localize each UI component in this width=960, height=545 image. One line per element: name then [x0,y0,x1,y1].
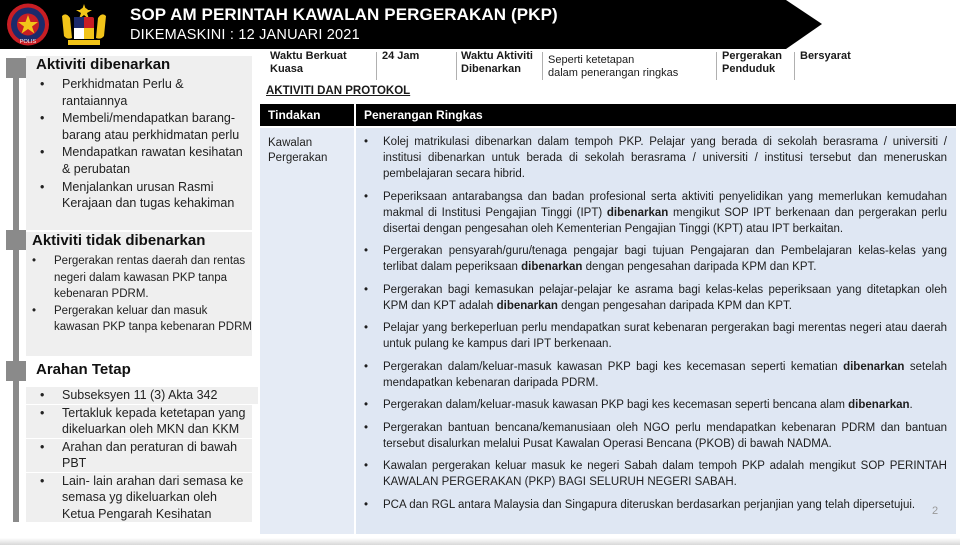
info-label-line: Pergerakan [722,50,782,62]
action-label-line: Kawalan [268,137,313,149]
text-run: Pergerakan dalam/keluar-masuk kawasan PKP bagi kes kecemasan seperti bencana alam [383,399,849,411]
text-run-bold: dibenarkan [848,399,910,411]
divider [794,52,795,80]
list-item [356,134,956,182]
enforcement-hours-label [270,50,347,82]
text-run: Kolej matrikulasi dibenarkan dalam tempoh PKP. Pelajar yang berada di sekolah berasrama / universiti / institusi dibenarkan untuk berada di sekolah berasrama / universiti / institusi tersebut dan meneruskan pembelajaran secara hibrid. [383,136,947,180]
list-item [356,282,956,314]
text-run-bold: dibenarkan [606,206,669,219]
text-run: dengan pengesahan daripada KPM dan KPT. [557,299,792,312]
population-movement-value [800,50,851,82]
description-list [356,134,956,519]
text-run: mengikut SOP IPT berkenaan dan pergerakan perlu disertai dengan pengesahan oleh Kementerian Pengajian Tinggi (KPT) atau IPT berkaitan. [383,206,948,235]
standing-orders-list [26,387,252,523]
list-item: • Pergerakan keluar dan masuk kawasan PKP tanpa kebenaran PDRM [26,303,252,336]
list-item [356,243,956,275]
list-item [356,359,956,391]
info-value-line: Bersyarat [800,50,851,62]
info-value-line: Seperti ketetapan [548,54,635,66]
list-item: • Pergerakan rentas daerah dan rentas negeri dalam kawasan PKP tanpa kebenaran PDRM. [26,253,252,303]
list-item: • Tertakluk kepada ketetapan yang dikeluarkan oleh MKN dan KKM [26,405,252,438]
text-run: Pergerakan bantuan bencana/kemanusiaan oleh NGO perlu mendapatkan kebenaran PDRM dan bantuan tersebut disalurkan melalui Pusat Kawalan Operasi Bencana (PKOB) di bawah NADMA. [383,421,947,450]
list-item: • Membeli/mendapatkan barang-barang atau perkhidmatan perlu [26,110,252,143]
header [0,0,960,49]
timeline-line [13,240,19,368]
standing-orders-section [26,360,252,524]
text-run: Pergerakan bagi kemasukan pelajar-pelajar ke asrama bagi kelas-kelas peperiksaan yang ditetapkan oleh KPM dan KPT adalah [383,283,947,312]
text-run: . [909,399,913,411]
text-run: setelah mendapatkan kebenaran daripada PDRM. [383,360,947,389]
text-run: dengan pengesahan daripada KPM dan KPT. [582,261,817,273]
footer-line [0,538,960,545]
text-run-bold: dibenarkan [843,360,905,373]
text-run: Peperiksaan antarabangsa dan badan profesional serta aktiviti penyelidikan yang memerlukan kemudahan makmal di Institusi Pengajian Tinggi (IPT) [383,190,947,219]
list-item: • Subseksyen 11 (3) Akta 342 [26,387,258,404]
text-run: PCA dan RGL antara Malaysia dan Singapura diteruskan berdasarkan perjanjian yang telah dipersetujui. [383,498,916,511]
list-item: • Mendapatkan rawatan kesihatan & perubatan [26,144,252,177]
enforcement-hours-value [382,50,419,82]
info-value-line: dalam penerangan ringkas [548,67,679,79]
section-marker [6,58,26,78]
allowed-activities-title: Aktiviti dibenarkan [36,56,171,73]
prohibited-activities-list [26,253,252,336]
info-label-line: Waktu Aktiviti [461,50,533,62]
jata-negara-icon [58,2,110,47]
action-label [268,136,327,166]
list-item [356,320,956,352]
page-subtitle: DIKEMASKINI : 12 JANUARI 2021 [130,27,360,43]
info-label-line: Kuasa [270,63,304,75]
column-header-action: Tindakan [268,108,321,122]
list-item: • Lain- lain arahan dari semasa ke semasa yg dikeluarkan oleh Ketua Pengarah Kesihatan [26,473,252,523]
text-run: Pergerakan pensyarah/guru/tenaga pengajar bagi tujuan Pengajaran dan Pembelajaran kelas-kelas yang terlibat dalam peperiksaan [383,245,947,273]
divider [354,104,356,126]
divider [716,52,717,80]
text-run-bold: dibenarkan [496,299,558,312]
list-item [356,397,956,413]
timeline-line [13,60,19,238]
page-title: SOP AM PERINTAH KAWALAN PERGERAKAN (PKP) [130,5,558,24]
text-run: Pelajar yang berkeperluan perlu mendapatkan surat kebenaran pergerakan bagi merentas negeri atau daerah untuk pulang ke kampus dari IPT berkenaan. [383,322,947,350]
list-item [356,420,956,452]
text-run: Pergerakan dalam/keluar-masuk kawasan PKP bagi kes kecemasan seperti kematian [383,360,844,373]
column-header-description: Penerangan Ringkas [364,108,483,122]
text-run: Kawalan pergerakan keluar masuk ke negeri Sabah dalam tempoh PKP adalah mengikut SOP PERINTAH KAWALAN PERGERAKAN (PKP) BAGI SELURUH NEGERI SABAH. [383,460,947,488]
prohibited-activities-title: Aktiviti tidak dibenarkan [32,232,206,249]
action-cell [260,128,354,534]
population-movement-label [722,50,782,82]
info-value-line: 24 Jam [382,50,420,62]
list-item: • Arahan dan peraturan di bawah PBT [26,439,252,472]
divider [376,52,377,80]
list-item [356,189,956,237]
info-label-line: Penduduk [722,63,776,75]
allowed-activities-list [26,76,252,213]
standing-orders-title: Arahan Tetap [36,361,131,378]
info-label-line: Waktu Berkuat [270,50,347,62]
activity-hours-label [461,50,533,82]
activity-hours-value [548,54,678,86]
list-item: • Perkhidmatan Perlu & rantaiannya [26,76,252,109]
divider [542,52,543,80]
section-marker [6,230,26,250]
divider [456,52,457,80]
description-cell [356,128,956,534]
pdrm-logo-text: POLIS [19,39,37,45]
list-item [356,458,956,490]
pdrm-badge-icon [2,2,54,47]
protocol-table [260,104,956,534]
timeline-line [13,372,19,522]
text-run-bold: dibenarkan [521,261,583,273]
info-label-line: Dibenarkan [461,63,521,75]
section-marker [6,361,26,381]
allowed-activities-section [26,56,252,230]
table-header [260,104,956,126]
action-label-line: Pergerakan [268,152,328,164]
prohibited-activities-section [26,232,252,356]
list-item [356,497,956,513]
list-item: • Menjalankan urusan Rasmi Kerajaan dan tugas kehakiman [26,179,252,212]
page-number: 2 [932,505,939,517]
protocol-heading: AKTIVITI DAN PROTOKOL [266,85,411,97]
